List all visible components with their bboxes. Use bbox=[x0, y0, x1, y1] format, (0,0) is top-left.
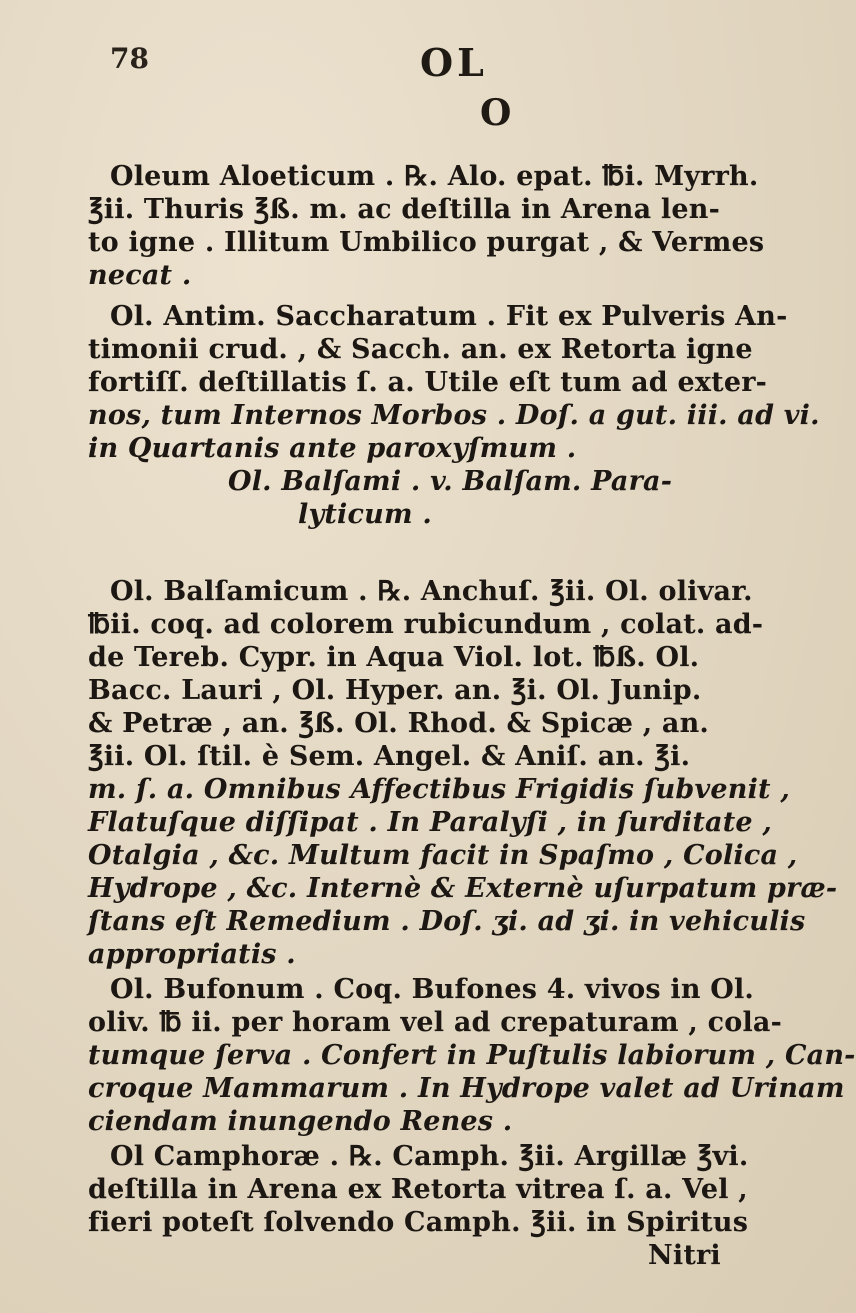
text-line: appropriatis . bbox=[88, 939, 296, 970]
text-line: Ol Camphoræ . ℞. Camph. ℥ii. Argillæ ℥vi. bbox=[110, 1141, 749, 1172]
text-line: lyticum . bbox=[298, 499, 432, 530]
text-line: Flatuſque diſſipat . In Paralyſi , in ſurditate , bbox=[88, 807, 772, 838]
text-line: Ol. Antim. Saccharatum . Fit ex Pulveris An- bbox=[110, 301, 788, 332]
text-line: Bacc. Lauri , Ol. Hyper. an. ℥i. Ol. Junip. bbox=[88, 675, 702, 706]
text-line: Otalgia , &c. Multum facit in Spaſmo , Colica , bbox=[88, 840, 798, 871]
text-line: tumque ſerva . Confert in Puſtulis labiorum , Can- bbox=[88, 1040, 856, 1071]
text-line: nos, tum Internos Morbos . Doſ. a gut. iii. ad vi. bbox=[88, 400, 820, 431]
text-line: ſtans eſt Remedium . Doſ. ʒi. ad ʒi. in vehiculis bbox=[88, 906, 806, 937]
entry-ol-camphorae bbox=[88, 1140, 778, 1272]
text-line: croque Mammarum . In Hydrope valet ad Urinam bbox=[88, 1073, 845, 1104]
page-title: OL bbox=[420, 40, 488, 85]
entry-oleum-aloeticum bbox=[88, 160, 778, 292]
entry-ol-balsamicum bbox=[88, 575, 838, 971]
text-line: ℥ii. Thuris ℥ß. m. ac deſtilla in Arena len- bbox=[88, 194, 721, 225]
text-line: Oleum Aloeticum . ℞. Alo. epat. ℔i. Myrrh. bbox=[110, 161, 759, 192]
entry-ol-balsami bbox=[88, 465, 778, 531]
text-line: to igne . Illitum Umbilico purgat , & Vermes bbox=[88, 227, 765, 258]
text-line: Hydrope , &c. Internè & Externè uſurpatum præ- bbox=[88, 873, 838, 904]
text-line: Ol. Balſamicum . ℞. Anchuſ. ℥ii. Ol. olivar. bbox=[110, 576, 753, 607]
entry-ol-bufonum bbox=[88, 973, 856, 1138]
text-line: ℔ii. coq. ad colorem rubicundum , colat. ad- bbox=[88, 609, 764, 640]
text-line: Ol. Bufonum . Coq. Bufones 4. vivos in Ol. bbox=[110, 974, 755, 1005]
running-head bbox=[0, 40, 800, 134]
text-line: fortiſſ. deſtillatis ſ. a. Utile eſt tum ad exter- bbox=[88, 367, 768, 398]
page-number: 78 bbox=[110, 42, 149, 75]
text-line: ciendam inungendo Renes . bbox=[88, 1106, 513, 1137]
text-line: necat . bbox=[88, 260, 192, 291]
text-line: deſtilla in Arena ex Retorta vitrea ſ. a. Vel , bbox=[88, 1174, 748, 1205]
text-line: timonii crud. , & Sacch. an. ex Retorta igne bbox=[88, 334, 753, 365]
section-letter: O bbox=[480, 92, 512, 134]
text-line: & Petræ , an. ℥ß. Ol. Rhod. & Spicæ , an. bbox=[88, 708, 710, 739]
text-line: Nitri bbox=[648, 1240, 721, 1271]
text-line: oliv. ℔ ii. per horam vel ad crepaturam , cola- bbox=[88, 1007, 783, 1038]
text-line: fieri poteſt ſolvendo Camph. ℥ii. in Spiritus bbox=[88, 1207, 749, 1238]
text-line: m. ſ. a. Omnibus Affectibus Frigidis ſubvenit , bbox=[88, 774, 790, 805]
text-line: in Quartanis ante paroxyſmum . bbox=[88, 433, 577, 464]
text-line: de Tereb. Cypr. in Aqua Viol. lot. ℔ß. Ol. bbox=[88, 642, 700, 673]
text-line: Ol. Balſami . v. Balſam. Para- bbox=[228, 466, 673, 497]
entry-ol-antim-saccharatum bbox=[88, 300, 820, 465]
text-line: ℥ii. Ol. ſtil. è Sem. Angel. & Aniſ. an. ℥i. bbox=[88, 741, 691, 772]
